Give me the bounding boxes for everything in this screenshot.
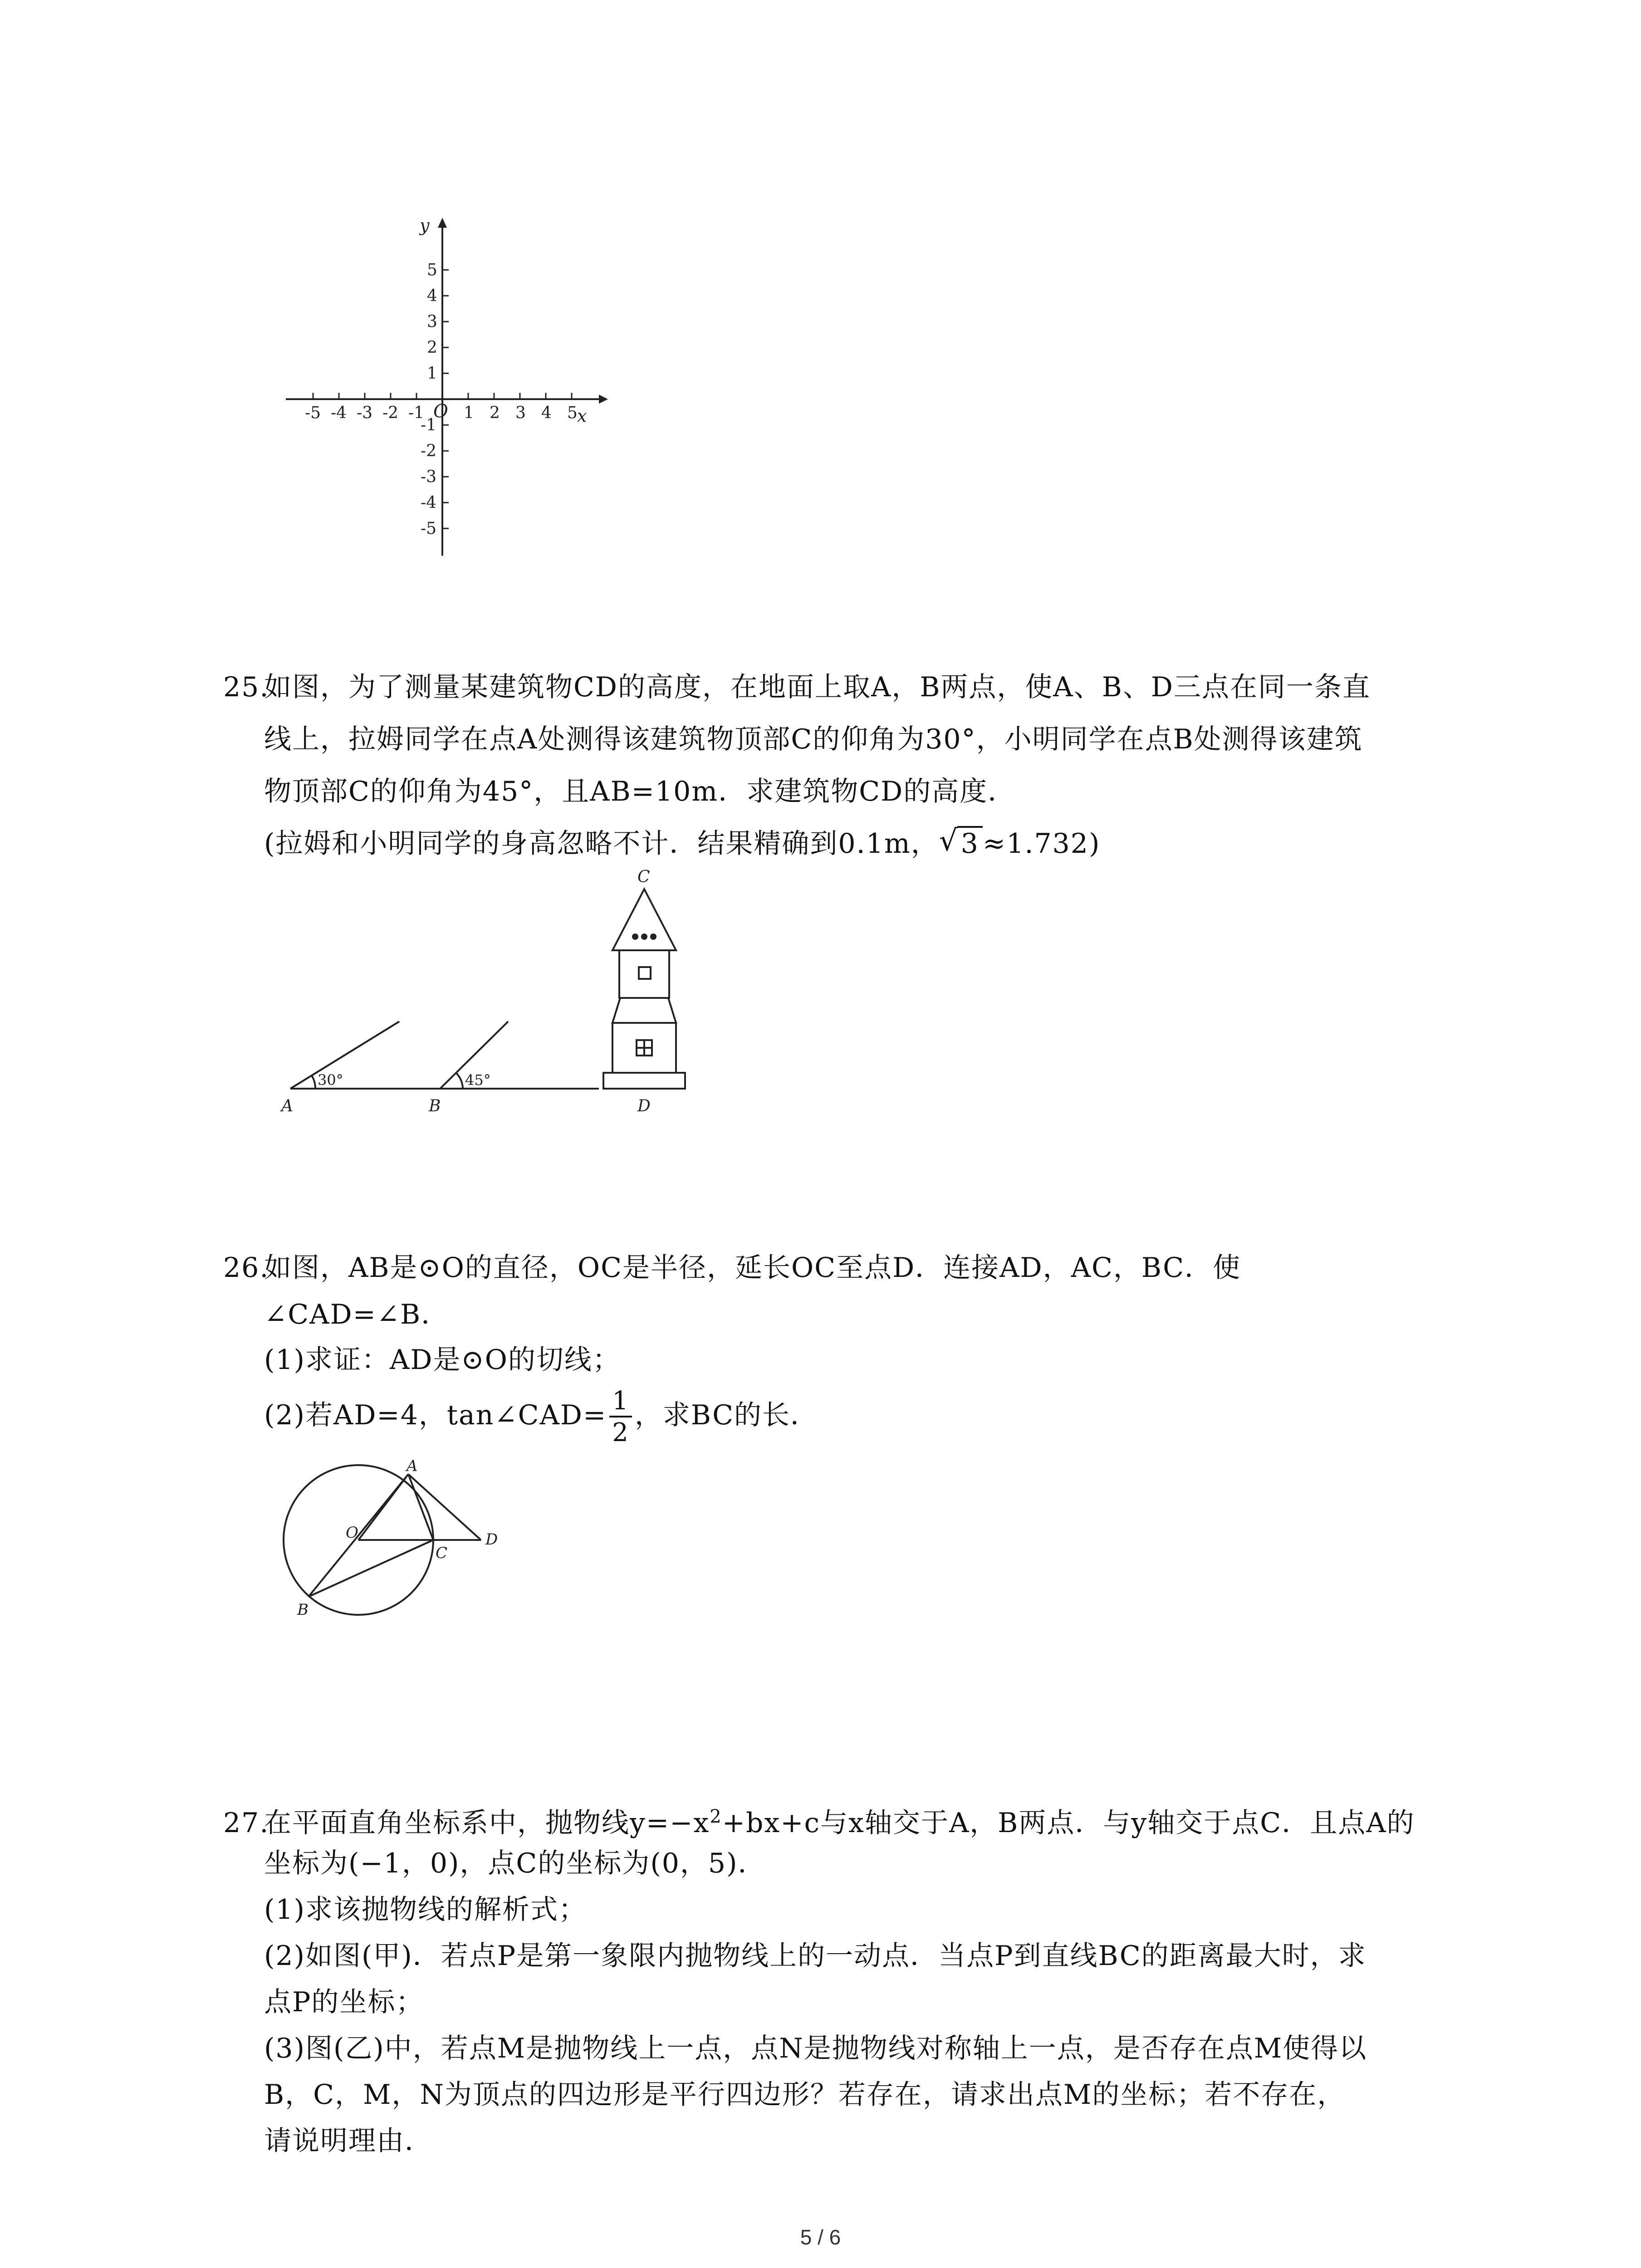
x-tick-label: -4 (331, 404, 347, 422)
q27-text-1b: +bx+c与x轴交于A，B两点．与y轴交于点C．且点A的 (722, 1807, 1415, 1839)
q26-number: 26. (223, 1252, 269, 1284)
x-tick-label: 5 (567, 404, 578, 422)
label-a: A (281, 1097, 293, 1115)
q26-circle-figure (272, 1458, 526, 1622)
angle-arc-b (456, 1073, 463, 1089)
q25-note-post: ≈1.732) (982, 828, 1101, 860)
x-tick-label: 2 (490, 404, 500, 422)
x-tick-label: -3 (357, 404, 373, 422)
label-a: A (407, 1458, 418, 1475)
x-tick-label: -5 (305, 404, 321, 422)
roof-dot (650, 934, 656, 940)
y-tick-label: 5 (427, 261, 437, 279)
q25-text-1: 如图，为了测量某建筑物CD的高度，在地面上取A，B两点，使A、B、D三点在同一条直 (264, 671, 1371, 703)
q27-text-1a: 在平面直角坐标系中，抛物线y=−x (264, 1807, 710, 1839)
q27-number: 27. (223, 1807, 269, 1839)
q27-line6: (3)图(乙)中，若点M是抛物线上一点，点N是抛物线对称轴上一点，是否存在点M使得以 (264, 2033, 1367, 2064)
label-c: C (436, 1544, 448, 1562)
roof-dot (632, 934, 638, 940)
origin-label: O (433, 401, 448, 422)
q25-number: 25. (223, 671, 269, 703)
x-tick-label: 3 (515, 404, 526, 422)
q25-line4 (264, 826, 1100, 862)
y-tick-label: 1 (427, 364, 437, 383)
coordinate-axes-figure (281, 218, 608, 562)
q25-line1 (223, 669, 1371, 705)
q26-part2-pre: (2)若AD=4，tan∠CAD= (264, 1399, 607, 1431)
q26-line4 (264, 1388, 818, 1446)
segment-oa (358, 1474, 408, 1540)
building-middle-roof (612, 998, 676, 1023)
sqrt-sign-icon: √ (939, 824, 959, 858)
q25-line3: 物顶部C的仰角为45°，且AB=10m．求建筑物CD的高度． (264, 776, 1016, 807)
y-tick-label: 2 (427, 338, 437, 357)
label-b: B (429, 1097, 441, 1115)
angle-label-30: 30° (318, 1071, 343, 1089)
q26-text-1: 如图，AB是⊙O的直径，OC是半径，延长OC至点D．连接AD，AC，BC．使 (264, 1252, 1241, 1284)
y-tick-label: -3 (421, 468, 437, 486)
y-tick-label: -2 (421, 442, 437, 460)
building-base (603, 1073, 685, 1089)
x-tick-label: -1 (408, 404, 425, 422)
y-tick-label: 4 (427, 287, 437, 305)
q27-line5: 点P的坐标； (264, 1986, 424, 2018)
y-axis-label: y (420, 218, 430, 235)
q25-building-figure (272, 866, 708, 1120)
segment-ac (408, 1474, 433, 1540)
q27-line8: 请说明理由． (264, 2125, 433, 2157)
sight-line-a (290, 1022, 399, 1089)
q26-line1 (223, 1250, 1241, 1286)
fraction-denominator: 2 (612, 1418, 629, 1448)
building-top-roof (612, 889, 676, 950)
y-tick-label: -5 (421, 519, 437, 538)
q26-part2-post: ，求BC的长． (634, 1399, 819, 1431)
label-d: D (637, 1097, 651, 1115)
x-tick-label: 1 (464, 404, 474, 422)
sqrt-expression (939, 826, 983, 862)
y-tick-label: -4 (421, 494, 437, 512)
q26-line2: ∠CAD=∠B． (264, 1299, 450, 1330)
q27-line7: B，C，M，N为顶点的四边形是平行四边形？若存在，请求出点M的坐标；若不存在， (264, 2079, 1346, 2111)
building-upper-body (619, 950, 669, 998)
q27-line4: (2)如图(甲)．若点P是第一象限内抛物线上的一动点．当点P到直线BC的距离最大时，求 (264, 1940, 1367, 1972)
x-tick-label: -2 (382, 404, 399, 422)
window-upper (639, 967, 651, 979)
x-axis-label: x (577, 406, 587, 426)
sqrt-radicand: 3 (957, 826, 983, 860)
label-c: C (637, 868, 650, 886)
angle-arc-a (312, 1075, 315, 1089)
angle-label-45: 45° (465, 1071, 491, 1089)
fraction (609, 1388, 632, 1446)
segment-ad (408, 1474, 481, 1540)
fraction-numerator: 1 (609, 1388, 632, 1418)
y-tick-label: -1 (421, 416, 437, 435)
y-axis-arrow (438, 218, 447, 228)
q27-line2: 坐标为(−1，0)，点C的坐标为(0，5)． (264, 1848, 766, 1879)
page-number: 5 / 6 (800, 2225, 841, 2249)
label-d: D (485, 1530, 498, 1549)
roof-dot (641, 934, 647, 940)
q25-line2: 线上，拉姆同学在点A处测得该建筑物顶部C的仰角为30°，小明同学在点B处测得该建筑 (264, 723, 1363, 755)
x-tick-label: 4 (541, 404, 552, 422)
q25-note-pre: (拉姆和小明同学的身高忽略不计．结果精确到0.1m， (264, 828, 939, 860)
y-tick-label: 3 (427, 313, 437, 331)
q27-line1 (223, 1799, 1415, 1841)
label-b: B (297, 1601, 309, 1619)
q27-line3: (1)求该抛物线的解析式； (264, 1894, 587, 1926)
q27-exponent: 2 (710, 1806, 722, 1827)
q26-line3: (1)求证：AD是⊙O的切线； (264, 1344, 621, 1376)
x-axis-arrow (599, 395, 608, 404)
label-o: O (346, 1524, 358, 1542)
